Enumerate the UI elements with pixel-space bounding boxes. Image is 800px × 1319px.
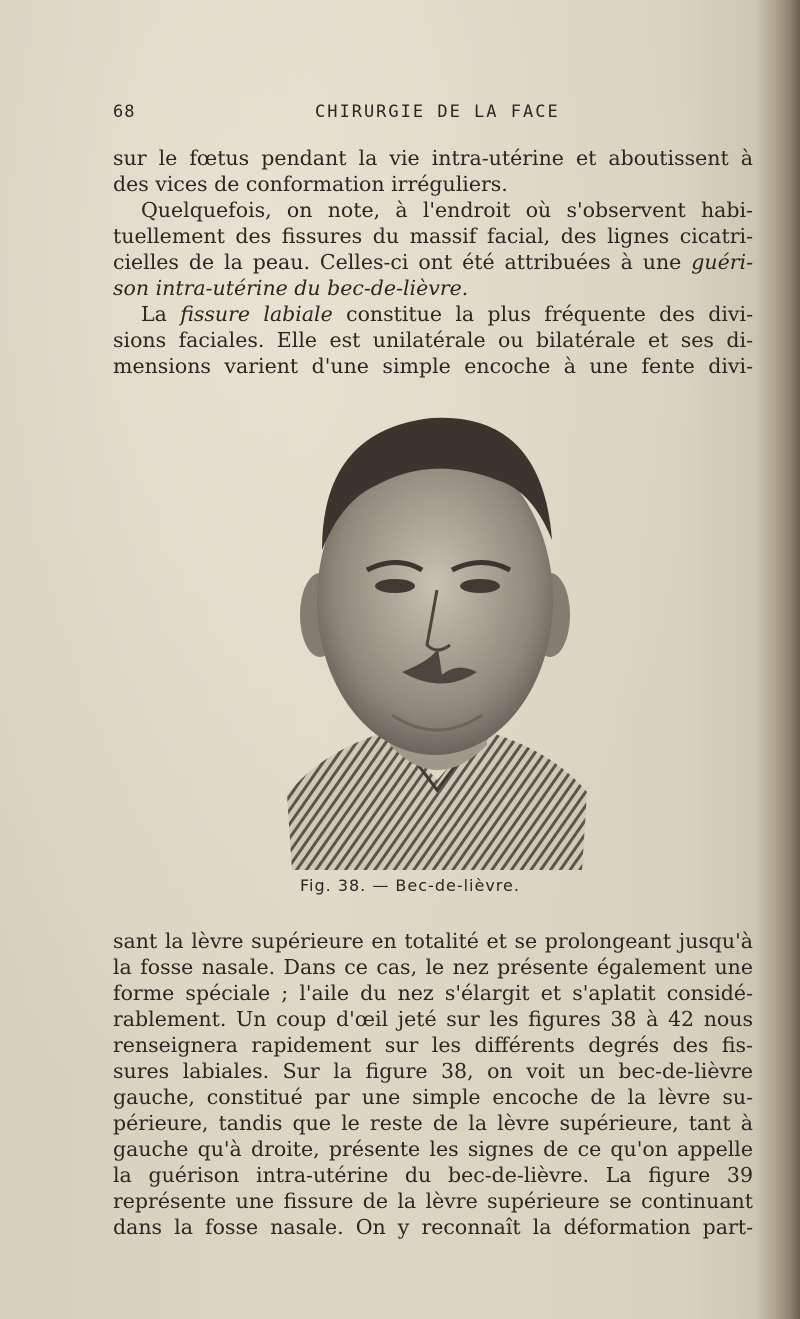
text-block-bottom (113, 928, 753, 1240)
eye-right (460, 579, 500, 593)
portrait-engraving (282, 400, 592, 870)
text-line: la fosse nasale. Dans ce cas, le nez présente également une (113, 955, 753, 979)
paragraph (113, 301, 753, 379)
text-line: renseignera rapidement sur les différents degrés des fis- (113, 1033, 753, 1057)
text-line: la guérison intra-utérine du bec-de-lièvre. La figure 39 (113, 1163, 753, 1187)
text-line: périeure, tandis que le reste de la lèvre supérieure, tant à (113, 1111, 753, 1135)
text-run: constitue la plus fréquente des divi- (332, 302, 753, 326)
text-line: sur le fœtus pendant la vie intra-utérine et aboutissent à (113, 146, 753, 170)
paragraph (113, 928, 753, 1240)
eye-left (375, 579, 415, 593)
figure-caption: Fig. 38. — Bec-de-lièvre. (300, 876, 520, 895)
text-line: gauche, constitué par une simple encoche de la lèvre su- (113, 1085, 753, 1109)
italic-run: fissure labiale (180, 302, 333, 326)
text-line: gauche qu'à droite, présente les signes de ce qu'on appelle (113, 1137, 753, 1161)
italic-run: guéri- (691, 250, 753, 274)
running-header (113, 102, 753, 128)
figure-illustration (282, 400, 592, 870)
text-line: tuellement des fissures du massif facial, des lignes cicatri- (113, 224, 753, 248)
text-line: son intra-utérine du bec-de-lièvre. (113, 276, 469, 300)
text-run: La (141, 302, 181, 326)
paragraph (113, 145, 753, 197)
text-line: mensions varient d'une simple encoche à une fente divi- (113, 354, 753, 378)
text-line: rablement. Un coup d'œil jeté sur les figures 38 à 42 nous (113, 1007, 753, 1031)
text-line: sures labiales. Sur la figure 38, on voit un bec-de-lièvre (113, 1059, 753, 1083)
text-line (113, 301, 753, 327)
page-edge-shadow (756, 0, 800, 1319)
text-block-top (113, 145, 753, 379)
paragraph (113, 197, 753, 301)
text-line: représente une fissure de la lèvre supérieure se continuant (113, 1189, 753, 1213)
text-line: sions faciales. Elle est unilatérale ou bilatérale et ses di- (113, 328, 753, 352)
text-line: Quelquefois, on note, à l'endroit où s'observent habi- (141, 198, 753, 222)
text-run: cielles de la peau. Celles-ci ont été attribuées à une (113, 250, 692, 274)
text-line: dans la fosse nasale. On y reconnaît la déformation part- (113, 1215, 753, 1239)
text-line (113, 249, 753, 275)
page-number: 68 (113, 102, 136, 122)
text-line: sant la lèvre supérieure en totalité et se prolongeant jusqu'à (113, 929, 753, 953)
running-title: CHIRURGIE DE LA FACE (315, 102, 560, 122)
text-line: des vices de conformation irréguliers. (113, 172, 508, 196)
text-line: forme spéciale ; l'aile du nez s'élargit et s'aplatit considé- (113, 981, 753, 1005)
